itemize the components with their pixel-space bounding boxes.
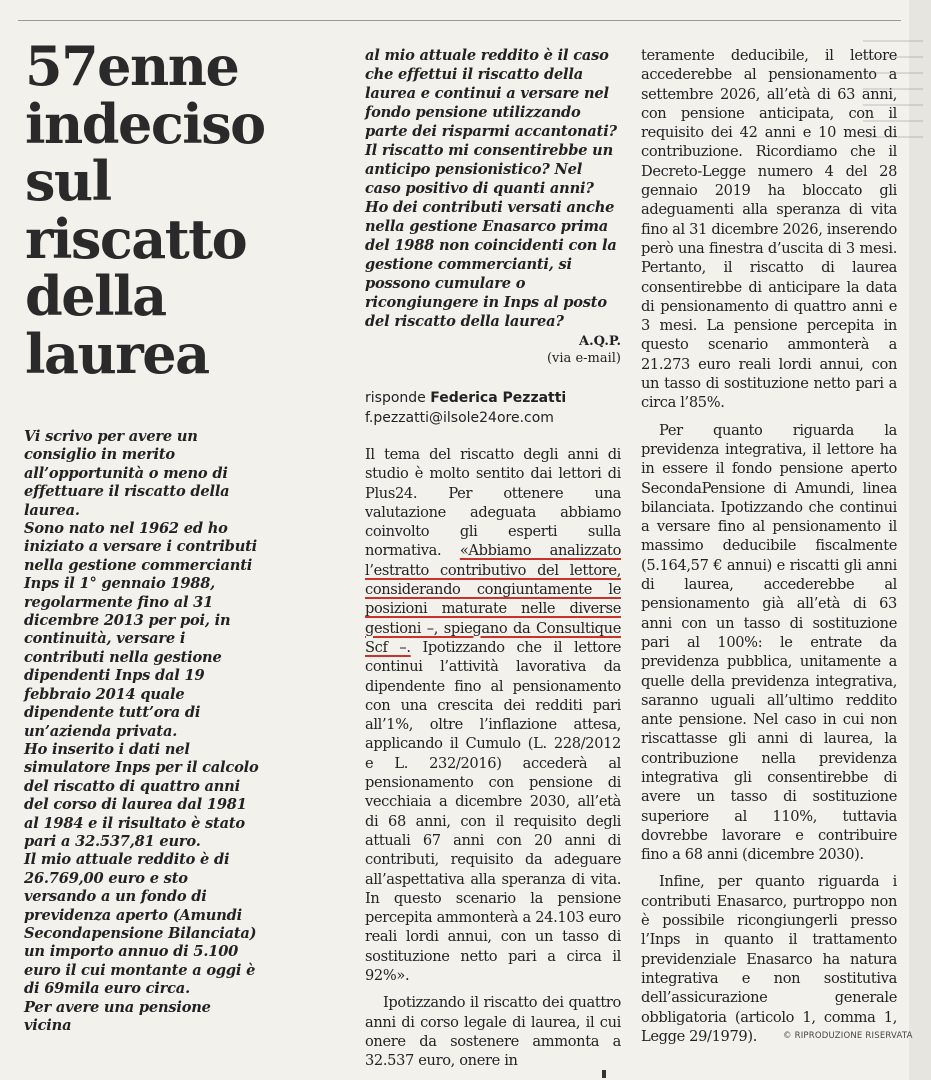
headline-line: indeciso (25, 91, 265, 156)
headline-line: sul (25, 149, 111, 213)
headline-line: laurea (25, 321, 209, 386)
answer-column-3 (641, 46, 897, 1046)
page-edge (909, 0, 931, 1080)
letter-paragraph: al mio attuale reddito è il caso che effettui il riscatto della laurea e continui a versare nel fondo pensione utilizzando parte dei risparmi accantonati? Il riscatto mi consentirebbe un anticipo pensionistico? Nel caso positivo di quanti anni? (365, 47, 617, 197)
letter-paragraph: Per avere una pensione vicina (24, 998, 211, 1034)
letter-paragraph: Ho inserito i dati nel simulatore Inps per il calcolo del riscatto di quattro anni del corso di laurea dal 1981 al 1984 e il risultato è stato pari a 32.537,81 euro. (24, 740, 259, 850)
letter-column-1 (24, 428, 260, 1035)
letter-paragraph: Vi scrivo per avere un consiglio in merito all’opportunità o meno di effettuare il riscatto della laurea. (24, 428, 230, 519)
print-mark (602, 1070, 606, 1078)
headline-line: della (25, 264, 166, 328)
responder-name: Federica Pezzatti (430, 390, 567, 406)
answer-paragraph: Ipotizzando il riscatto dei quattro anni di corso legale di laurea, il cui onere da sostenere ammonta a 32.537 euro, onere in (365, 994, 621, 1070)
letter-paragraph: Sono nato nel 1962 ed ho iniziato a versare i contributi nella gestione commercianti Inps il 1° gennaio 1988, regolarmente fino al 31 dicembre 2013 per poi, in continuità, versare i contributi nella gestione dipendenti Inps dal 19 febbraio 2014 quale dipendente tutt’ora di un’azienda privata. (24, 520, 257, 740)
responder-prefix: risponde (365, 390, 431, 406)
letter-paragraph: Ho dei contributi versati anche nella gestione Enasarco prima del 1988 non coincidenti con la gestione commercianti, si possono cumulare o ricongiungere in Inps al posto del riscatto della laurea? (365, 199, 617, 330)
answer-text: Ipotizzando che il lettore continui l’attività lavorativa da dipendente fino al pensionamento con una crescita dei redditi pari all’1%, oltre l’inflazione attesa, applicando il Cumulo (L. 228/2012 e L. 232/2016) accederà al pensionamento con pensione di vecchiaia a dicembre 2030, all’età di 68 anni, con il requisito degli attuali 67 anni con 20 anni di contributi, requisito da adeguare all’aspettativa alla speranza di vita. In questo scenario la pensione percepita ammonterà a 24.103 euro reali lordi annui, con un tasso di sostituzione netto pari a circa il 92%». (365, 638, 621, 985)
headline (25, 34, 295, 386)
top-rule (18, 20, 901, 21)
initials: A.Q.P. (579, 334, 621, 349)
copyright-notice: © RIPRODUZIONE RISERVATA (783, 1031, 913, 1041)
responder-email: f.pezzatti@ilsole24ore.com (365, 410, 554, 426)
letter-paragraph: Il mio attuale reddito è di 26.769,00 euro e sto versando a un fondo di previdenza aperto (Amundi Secondapensione Bilanciata) un importo annuo di 5.100 euro il cui montante a oggi è di 69mila euro circa. (24, 851, 257, 998)
signature-initials (365, 333, 621, 350)
letter-column-2 (365, 46, 621, 1071)
answer-paragraph: Per quanto riguarda la previdenza integrativa, il lettore ha in essere il fondo pensione aperto SecondaPensione di Amundi, linea bilanciata. Ipotizzando che continui a versare fino al pensionamento il massimo deducibile fiscalmente (5.164,57 € annui) e riscatti gli anni di laurea, accederebbe al pensionamento già all’età di 63 anni con un tasso di sostituzione pari al 100%: le entrate da previdenza pubblica, unitamente a quelle della previdenza integrativa, saranno uguali all’ultimo reddito ante pensione. Nel caso in cui non riscattasse gli anni di laurea, la contribuzione nella previdenza integrativa gli consentirebbe di avere un tasso di sostituzione superiore al 110%, tuttavia dovrebbe lavorare e contribuire fino a 68 anni (dicembre 2030). (641, 421, 897, 864)
answer-paragraph (365, 445, 621, 985)
signature-via: (via e-mail) (546, 351, 621, 366)
responder-line (365, 388, 621, 408)
answer-paragraph: Infine, per quanto riguarda i contributi Enasarco, purtroppo non è possibile ricongiungerli presso l’Inps in quanto il trattamento previdenziale Enasarco ha natura integrativa e non sostitutiva dell’assicurazione generale obbligatoria (articolo 1, comma 1, Legge 29/1979). (641, 873, 897, 1045)
answer-paragraph: teramente deducibile, il lettore accederebbe al pensionamento a settembre 2026, all’età di 63 anni, con pensione anticipata, con il requisito dei 42 anni e 10 mesi di contribuzione. Ricordiamo che il Decreto-Legge numero 4 del 28 gennaio 2019 ha bloccato gli adeguamenti alla speranza di vita fino al 31 dicembre 2026, inserendo però una finestra d’uscita di 3 mesi. Pertanto, il riscatto di laurea consentirebbe di anticipare la data di pensionamento di quattro anni e 3 mesi. La pensione percepita in questo scenario ammonterà a 21.273 euro reali lordi annui, con un tasso di sostituzione netto pari a circa l’85%. (641, 47, 897, 412)
headline-line: 57enne (25, 34, 239, 98)
underlined-quote: «Abbiamo analizzato l’estratto contributivo del lettore, considerando congiuntamente le posizioni maturate nelle diverse gestioni –, spiegano da Consultique Scf –. (365, 542, 622, 656)
headline-line: riscatto (25, 206, 247, 271)
answer-text: Il tema del riscatto degli anni di studio è molto sentito dai lettori di Plus24. Per ottenere una valutazione adeguata abbiamo coinvolto gli esperti sulla normativa. (365, 446, 621, 560)
